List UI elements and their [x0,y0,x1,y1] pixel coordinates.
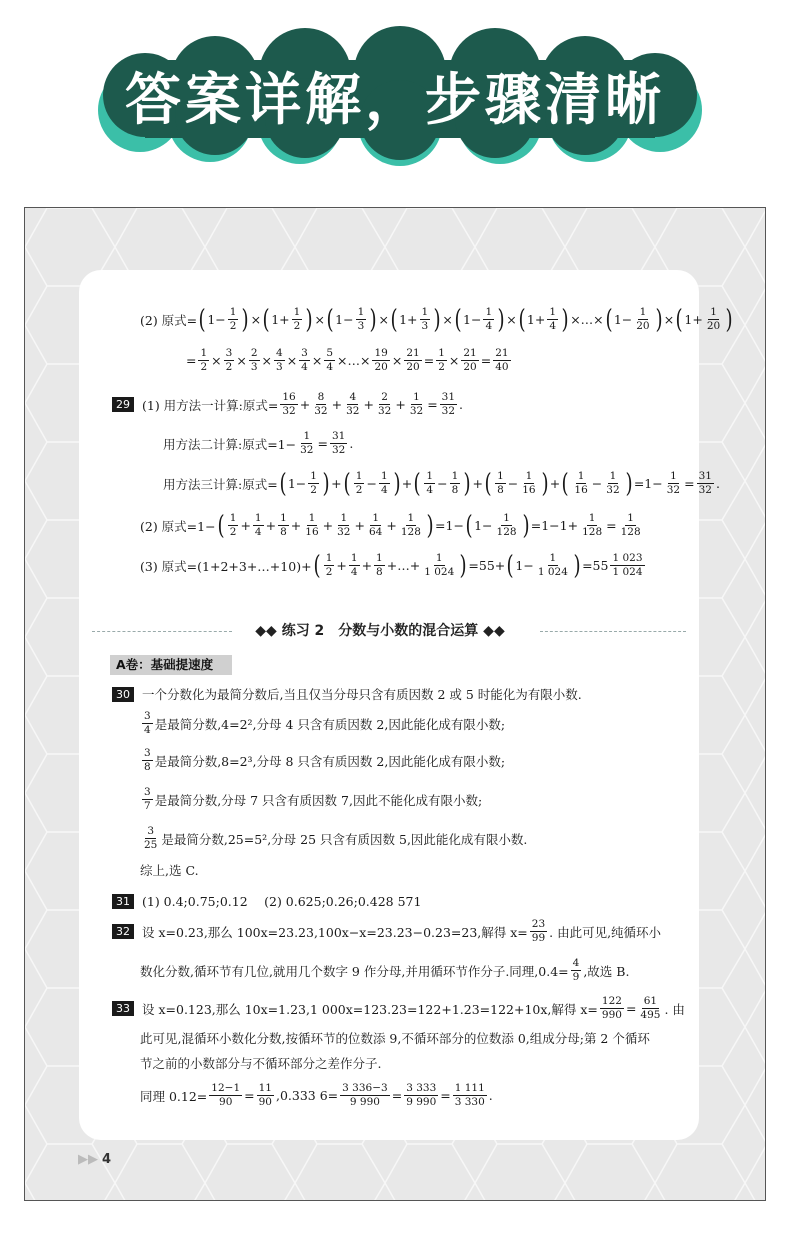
double-arrow-icon: ▶▶ [78,1152,98,1167]
q30-intro: 30 一个分数化为最简分数后,当且仅当分母只含有质因数 2 或 5 时能化为有限小数. [112,685,582,703]
q29-part2: (2) 原式=1− ( $\frac{1}{2}$ + $\frac{1}{4}$ + $\frac{1}{8}$ + $\frac{1}{16}$ + $\frac{1}{32}$ + $\frac{1}{64}$ + $\frac{1}{128}$ ) =1− ( 1− $\frac{1}{128}$ ) =1−1+ $\frac{1}{128}$ = $\frac{1}{128}$ [140,510,641,541]
header-banner [0,0,790,190]
q33-line1: 33 设 x=0.123,那么 10x=1.23,1 000x=123.23=122+1.23=122+10x,解得 x= $\frac{122}{990}$ = $\frac{61}{495}$ . 由 [112,995,685,1022]
question-number-badge: 29 [112,397,134,412]
q30-conclusion: 综上,选 C. [140,863,199,878]
question-number-badge: 30 [112,687,134,702]
volume-label: A卷：基础提速度 [110,655,232,675]
q32-line1: 32 设 x=0.23,那么 100x=23.23,100x−x=23.23−0.23=23,解得 x= $\frac{23}{99}$ . 由此可见,纯循环小 [112,918,661,945]
q30-line1: $\frac{3}{4}$ 是最简分数,4=2²,分母 4 只含有质因数 2,因此能化成有限小数; [144,710,506,736]
q29-method3: 用方法三计算:原式= ( 1− $\frac{1}{2}$ ) + ( $\frac{1}{2}$ − $\frac{1}{4}$ ) + ( $\frac{1}{4}$ − $\frac{1}{8}$ ) + ( $\frac{1}{8}$ − $\frac{1}{16}$ ) + ( $\frac{1}{16}$ − $\frac{1}{32}$ ) =1− $\frac{1}{32}$ = $\frac{31}{32}$ . [163,468,720,499]
q28-part2-label: (2) 原式= [140,312,198,328]
q33-line4: 同理 0.12= $\frac{12-1}{90}$ = $\frac{11}{90}$ ,0.333 6= $\frac{3 336-3}{9 990}$ = $\frac{3 333}{9 990}$ = $\frac{1 111}{3 330}$ . [140,1082,493,1108]
q30-line4: $\frac{3}{25}$ 是最简分数,25=5²,分母 25 只含有质因数 5,因此能化成有限小数. [144,825,528,851]
q29-method1: 29 (1) 用方法一计算:原式= $\frac{16}{32}$ + $\frac{8}{32}$ + $\frac{4}{32}$ + $\frac{2}{32}$ + $\frac{1}{32}$ = $\frac{31}{32}$ . [112,391,463,418]
q29-method2: 用方法二计算:原式=1− $\frac{1}{32}$ = $\frac{31}{32}$ . [163,430,354,456]
question-number-badge: 33 [112,1001,134,1016]
q29-part3: (3) 原式=(1+2+3+…+10)+ ( $\frac{1}{2}$ + $\frac{1}{4}$ + $\frac{1}{8}$ +…+ $\frac{1}{1 024}$ ) =55+ ( 1− $\frac{1}{1 024}$ ) =55 $\frac{1 023}{1 024}$ [140,550,643,581]
q30-line3: $\frac{3}{7}$ 是最简分数,分母 7 只含有质因数 7,因此不能化成有限小数; [144,786,483,812]
question-number-badge: 31 [112,894,134,909]
page-number: ▶▶ 4 [78,1152,112,1167]
q30-line2: $\frac{3}{8}$ 是最简分数,8=2³,分母 8 只含有质因数 2,因此能化成有限小数; [144,747,506,773]
q28-part2-line1: (2) 原式= ( 1− $\frac{1}{2}$ ) × ( 1+ $\frac{1}{2}$ ) × ( 1− $\frac{1}{3}$ ) × ( 1+ $\frac{1}{3}$ ) × ( 1− $\frac{1}{4}$ ) × ( 1+ $\frac{1}{4}$ ) ×…× ( 1− $\frac{1}{20}$ ) × ( 1+ $\frac{1}{20}$ ) [140,304,733,335]
q33-line2: 此可见,混循环小数化分数,按循环节的位数添 9,不循环部分的位数添 0,组成分母;第 2 个循环 [140,1031,650,1046]
section-title: ◆◆ 练习 2 分数与小数的混合运算 ◆◆ [255,623,505,639]
q32-line2: 数化分数,循环节有几位,就用几个数字 9 作分母,并用循环节作分子.同理,0.4= $\frac{4}{9}$ ,故选 B. [140,957,630,983]
q28-part2-line2: = $\frac{1}{2}$ × $\frac{3}{2}$ × $\frac{2}{3}$ × $\frac{4}{3}$ × $\frac{3}{4}$ × $\frac{5}{4}$ ×…× $\frac{19}{20}$ × $\frac{21}{20}$ = $\frac{1}{2}$ × $\frac{21}{20}$ = $\frac{21}{40}$ [186,347,509,373]
question-number-badge: 32 [112,924,134,939]
q28-part2-ellipsis: ×…× [570,312,604,327]
banner-title: 答案详解，步骤清晰 [125,68,665,133]
q31-answer: 31 (1) 0.4;0.75;0.12 (2) 0.625;0.26;0.428 571 [112,892,421,910]
q33-line3: 节之前的小数部分与不循环部分之差作分子. [140,1056,382,1071]
